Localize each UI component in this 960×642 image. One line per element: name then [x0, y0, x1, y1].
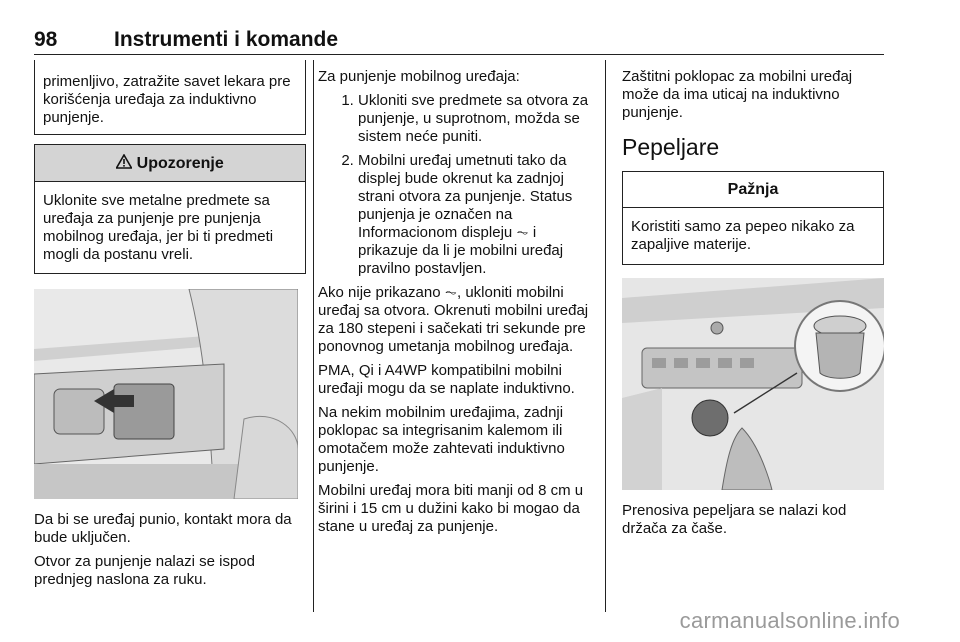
warning-title: Upozorenje: [136, 155, 224, 172]
footer-watermark: carmanualsonline.info: [679, 608, 900, 633]
notice-text: Koristiti samo za pepeo nikako za zapaljive materije.: [631, 218, 855, 253]
rotate-device-paragraph: Ako nije prikazano ⏦, ukloniti mobilni uređaj sa otvora. Okrenuti mobilni uređaj za 180 stepeni i sačekati tri sekunde pre ponovnog umetanja mobilnog uređaja.: [318, 284, 589, 355]
charging-slot-figure: [34, 289, 298, 499]
charging-steps: [318, 92, 598, 278]
charging-lead: Za punjenje mobilnog uređaja:: [318, 68, 520, 85]
column-1: [34, 60, 306, 595]
warning-triangle-icon: [116, 155, 136, 172]
page-title: Instrumenti i komande: [114, 28, 339, 51]
page-header: [34, 28, 338, 52]
column-divider-2: [605, 60, 606, 612]
charging-step-2: 2. Mobilni uređaj umetnuti tako da displej bude okrenut ka zadnjoj strani otvora za punjenje. Status punjenja je označen na Informacionom displeju ⏦ i prikazuje da li je mobilni uređaj pravilno postavljen.: [358, 152, 598, 278]
ashtray-heading: Pepeljare: [622, 134, 720, 160]
header-rule: [34, 54, 884, 55]
intro-box: [34, 60, 306, 135]
slot-location-paragraph: Otvor za punjenje nalazi se ispod prednjeg naslona za ruku.: [34, 553, 255, 588]
protective-cover-paragraph: Zaštitni poklopac za mobilni uređaj može da ima uticaj na induktivno punjenje.: [622, 68, 853, 121]
back-cover-paragraph: Na nekim mobilnim uređajima, zadnji poklopac sa integrisanim kalemom ili omotačem može zahtevati induktivno punjenje.: [318, 404, 565, 475]
intro-box-text: primenljivo, zatražite savet lekara pre korišćenja uređaja za induktivno punjenje.: [43, 73, 291, 126]
warning-box: [34, 144, 306, 274]
notice-title: Pažnja: [623, 172, 883, 208]
page-number: 98: [34, 28, 58, 51]
warning-text: Uklonite sve metalne predmete sa uređaja za punjenje pre punjenja mobilnog uređaja, jer bi ti predmeti mogli da postanu vreli.: [43, 192, 274, 263]
column-2: [314, 60, 598, 542]
ashtray-caption: Prenosiva pepeljara se nalazi kod držača za čaše.: [622, 502, 847, 537]
device-size-paragraph: Mobilni uređaj mora biti manji od 8 cm u širini i 15 cm u dužini kako bi mogao da stane u uređaj za punjenje.: [318, 482, 584, 535]
warning-header: [35, 145, 305, 182]
ignition-paragraph: Da bi se uređaj punio, kontakt mora da bude uključen.: [34, 511, 292, 546]
compatibility-paragraph: PMA, Qi i A4WP kompatibilni mobilni uređaji mogu da se naplate induktivno.: [318, 362, 575, 397]
charging-step-1: 1. Ukloniti sve predmete sa otvora za punjenje, u suprotnom, možda se sistem neće puniti.: [358, 92, 598, 146]
column-3: [622, 60, 884, 544]
ashtray-figure: [622, 278, 884, 490]
notice-box: [622, 171, 884, 265]
